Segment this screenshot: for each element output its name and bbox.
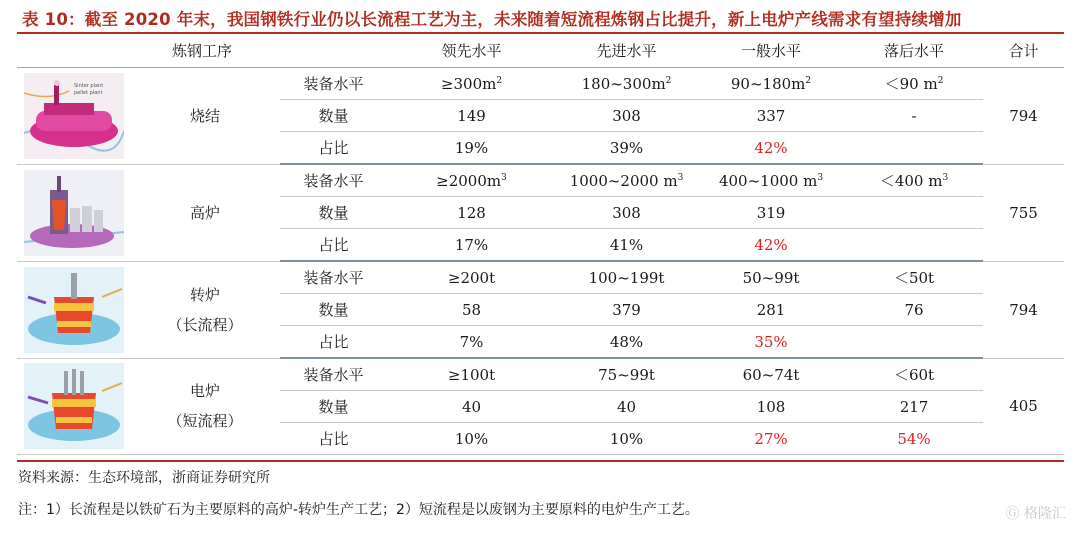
metric-label: 装备水平 [280, 358, 387, 391]
cell: $\ge 2000m^3$ [387, 164, 556, 197]
process-label: 烧结 [189, 106, 220, 125]
cell-highlight: 42% [697, 229, 845, 262]
sinter-image-cell [17, 68, 130, 165]
cell: 281 [697, 294, 845, 326]
metric-label: 占比 [280, 423, 387, 455]
cell: 108 [697, 391, 845, 423]
table-row [17, 164, 1064, 197]
source-note: 资料来源：生态环境部，浙商证券研究所 [18, 470, 270, 486]
footnote: 注：1）长流程是以铁矿石为主要原料的高炉-转炉生产工艺；2）短流程是以废钢为主要原料的电炉生产工艺。 [18, 502, 699, 518]
metric-label: 占比 [280, 132, 387, 165]
process-label: 转炉 [189, 285, 220, 304]
metric-label: 数量 [280, 100, 387, 132]
cell: 48% [556, 326, 697, 359]
cell: $\ge 300m^2$ [387, 68, 556, 100]
cell: 149 [387, 100, 556, 132]
cell: 76 [845, 294, 983, 326]
cell: ＜50t [845, 261, 983, 294]
process-label: 高炉 [189, 203, 220, 222]
bottom-rule [17, 460, 1064, 462]
cell: 308 [556, 100, 697, 132]
cell: 60~74t [697, 358, 845, 391]
metric-label: 装备水平 [280, 261, 387, 294]
watermark-text: 格隆汇 [1024, 506, 1066, 522]
table-row [17, 261, 1064, 294]
cell: 75~99t [556, 358, 697, 391]
cell [845, 132, 983, 165]
steel-process-table [17, 34, 1064, 455]
cell: $90\sim 180m^2$ [697, 68, 845, 100]
metric-label: 装备水平 [280, 164, 387, 197]
process-sublabel: （短流程） [167, 412, 243, 431]
table-header-row [17, 34, 1064, 68]
cell: 337 [697, 100, 845, 132]
total-cell: 405 [983, 358, 1064, 455]
metric-label: 数量 [280, 391, 387, 423]
process-sublabel: （长流程） [167, 315, 243, 334]
process-label: 电炉 [189, 382, 220, 401]
process-name [130, 68, 280, 165]
process-name [130, 358, 280, 455]
watermark [1006, 503, 1066, 523]
table-row [17, 358, 1064, 391]
cell: - [845, 100, 983, 132]
metric-label: 占比 [280, 229, 387, 262]
process-name [130, 261, 280, 358]
sinter-plant-icon [24, 73, 124, 159]
header-process: 炼钢工序 [17, 34, 387, 68]
sinter-image-label-2: pellet plant [73, 89, 102, 96]
cell: 17% [387, 229, 556, 262]
cell: 217 [845, 391, 983, 423]
header-backward: 落后水平 [845, 34, 983, 68]
cell: 58 [387, 294, 556, 326]
cell: ≥200t [387, 261, 556, 294]
blast-furnace-image-cell [17, 164, 130, 261]
cell-highlight: 54% [845, 423, 983, 455]
cell: ≥100t [387, 358, 556, 391]
header-general: 一般水平 [697, 34, 845, 68]
cell: 7% [387, 326, 556, 359]
cell: 19% [387, 132, 556, 165]
metric-label: 装备水平 [280, 68, 387, 100]
electric-furnace-image-cell [17, 358, 130, 455]
header-advanced: 先进水平 [556, 34, 697, 68]
cell: 10% [387, 423, 556, 455]
electric-arc-furnace-icon [24, 363, 124, 449]
cell-highlight: 35% [697, 326, 845, 359]
cell: ＜90 $m^2$ [845, 68, 983, 100]
cell: 128 [387, 197, 556, 229]
cell: ＜400 $m^3$ [845, 164, 983, 197]
cell: 39% [556, 132, 697, 165]
cell [845, 326, 983, 359]
cell-highlight: 42% [697, 132, 845, 165]
converter-furnace-icon [24, 267, 124, 353]
cell [845, 229, 983, 262]
cell: 400~1000 $m^3$ [697, 164, 845, 197]
cell: 41% [556, 229, 697, 262]
cell-highlight: 27% [697, 423, 845, 455]
total-cell: 794 [983, 68, 1064, 165]
cell: 308 [556, 197, 697, 229]
cell: 10% [556, 423, 697, 455]
metric-label: 数量 [280, 294, 387, 326]
cell: 379 [556, 294, 697, 326]
converter-image-cell [17, 261, 130, 358]
metric-label: 占比 [280, 326, 387, 359]
table-title: 表 10：截至 2020 年末，我国钢铁行业仍以长流程工艺为主，未来随着短流程炼钢占比提升，新上电炉产线需求有望持续增加 [22, 10, 962, 29]
sinter-image-label-1: Sinter plant [73, 82, 103, 89]
cell: $180\sim 300m^2$ [556, 68, 697, 100]
process-name [130, 164, 280, 261]
total-cell: 794 [983, 261, 1064, 358]
cell: 1000~2000 $m^3$ [556, 164, 697, 197]
blast-furnace-icon [24, 170, 124, 256]
metric-label: 数量 [280, 197, 387, 229]
cell: 50~99t [697, 261, 845, 294]
cell [845, 197, 983, 229]
cell: 319 [697, 197, 845, 229]
cell: 40 [556, 391, 697, 423]
header-leading: 领先水平 [387, 34, 556, 68]
cell: ＜60t [845, 358, 983, 391]
total-cell: 755 [983, 164, 1064, 261]
cell: 100~199t [556, 261, 697, 294]
cell: 40 [387, 391, 556, 423]
table-row [17, 68, 1064, 100]
header-total: 合计 [983, 34, 1064, 68]
watermark-icon: Ⓖ [1005, 506, 1020, 522]
